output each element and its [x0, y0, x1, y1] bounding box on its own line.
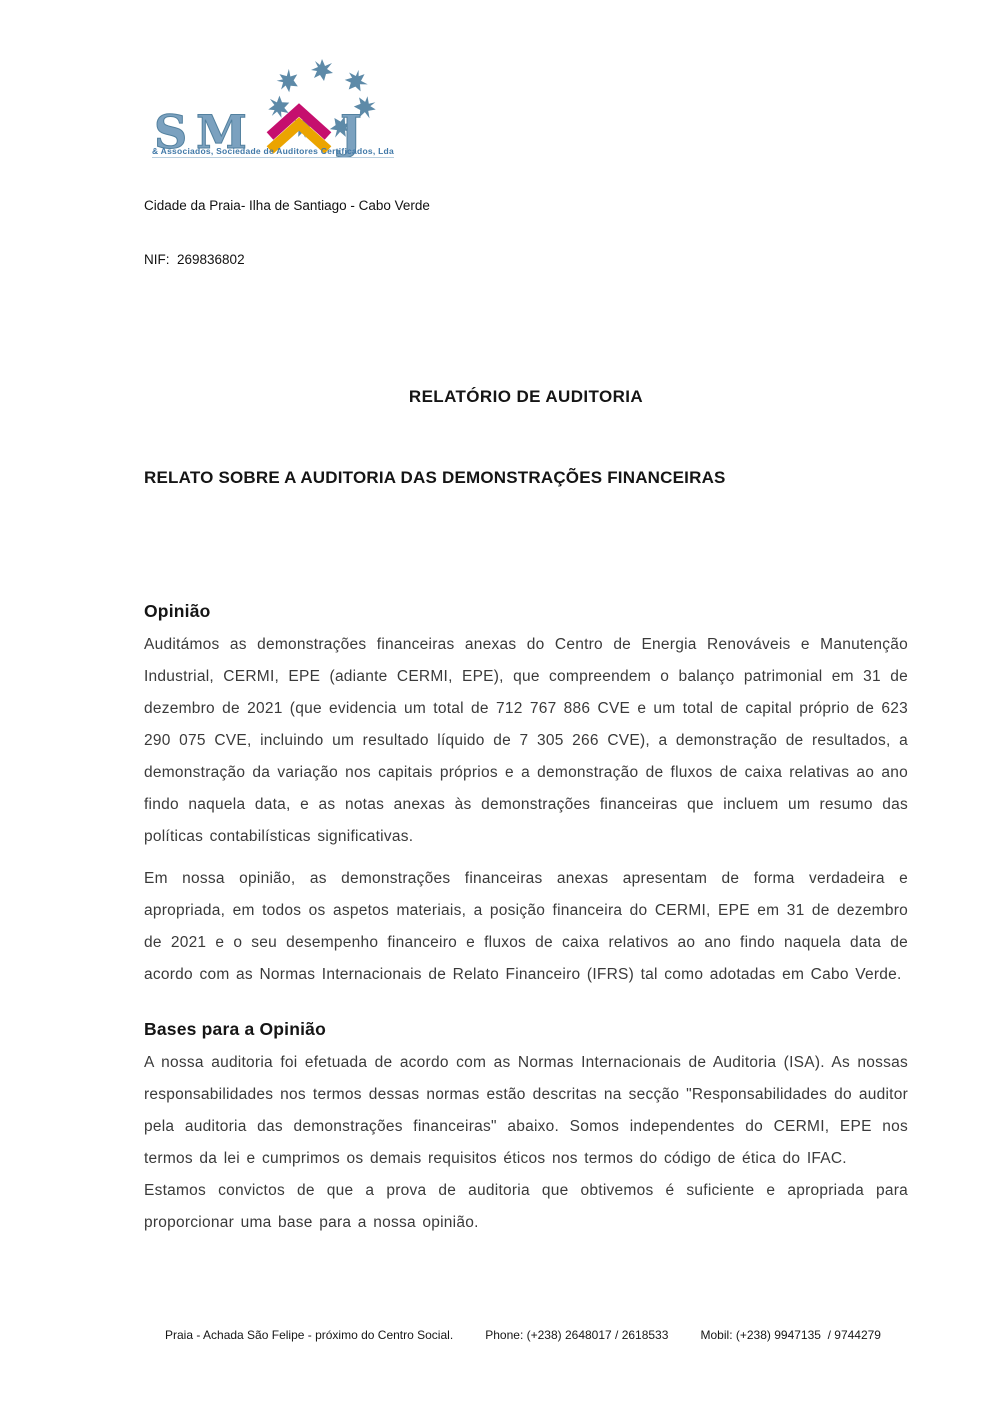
paragraph: Estamos convictos de que a prova de auditoria que obtivemos é suficiente e apropriada para proporcionar uma base para a nossa opinião.	[144, 1182, 908, 1231]
report-title: RELATÓRIO DE AUDITORIA	[408, 387, 644, 406]
logo-letter-m: M	[196, 105, 247, 158]
chevron-icon	[270, 110, 328, 150]
letterhead	[144, 58, 564, 267]
report-body	[144, 385, 908, 1239]
paragraph: Auditámos as demonstrações financeiras anexas do Centro de Energia Renováveis e Manutenção Industrial, CERMI, EPE (adiante CERMI, EPE), que compreendem o balanço patrimonial em 31 de dezembro de 2021 (que evidencia um total de 712 767 886 CVE e um total de capital próprio de 623 290 075 CVE, incluindo um resultado líquido de 7 305 266 CVE), a demonstração de resultados, a demonstração da variação nos capitais próprios e a demonstração de fluxos de caixa relativas ao ano findo naquela data, e as notas anexas às demonstrações financeiras que incluem um resumo das políticas contabilísticas significativas.	[144, 636, 908, 845]
footer-mobile: Mobil: (+238) 9947135 / 9744279	[700, 1328, 881, 1342]
footer-address: Praia - Achada São Felipe - próximo do Centro Social.	[165, 1328, 454, 1342]
section-opiniao	[144, 598, 908, 991]
logo-letter-j: J	[340, 105, 362, 158]
paragraph: Em nossa opinião, as demonstrações financeiras anexas apresentam de forma verdadeira e apropriada, em todos os aspetos materiais, a posição financeira do CERMI, EPE em 31 de dezembro de 2021 e o seu desempenho financeiro e fluxos de caixa relativos ao ano findo naquela data de acordo com as Normas Internacionais de Relato Financeiro (IFRS) tal como adotadas em Cabo Verde.	[144, 870, 908, 983]
section-bases-opiniao	[144, 1016, 908, 1239]
section-heading-opiniao: Opinião	[144, 601, 211, 621]
logo-tagline: & Associados, Sociedade de Auditores Certificados, Lda	[152, 146, 394, 156]
report-subtitle: RELATO SOBRE A AUDITORIA DAS DEMONSTRAÇÕES FINANCEIRAS	[144, 468, 726, 487]
page-footer	[165, 1328, 881, 1342]
letterhead-nif: NIF: 269836802	[144, 252, 245, 267]
letterhead-address	[144, 161, 430, 305]
section-heading-bases: Bases para a Opinião	[144, 1019, 326, 1039]
logo-letter-s: S	[154, 105, 188, 158]
paragraph: A nossa auditoria foi efetuada de acordo com as Normas Internacionais de Auditoria (ISA). As nossas responsabilidades nos termos dessas normas estão descritas na secção "Responsabilidades do auditor pela auditoria das demonstrações financeiras" abaixo. Somos independentes do CERMI, EPE nos termos da lei e cumprimos os demais requisitos éticos nos termos do código de ética do IFAC.	[144, 1054, 908, 1167]
company-logo	[146, 56, 396, 158]
letterhead-city-line: Cidade da Praia- Ilha de Santiago - Cabo Verde	[144, 198, 430, 213]
footer-phone: Phone: (+238) 2648017 / 2618533	[485, 1328, 669, 1342]
